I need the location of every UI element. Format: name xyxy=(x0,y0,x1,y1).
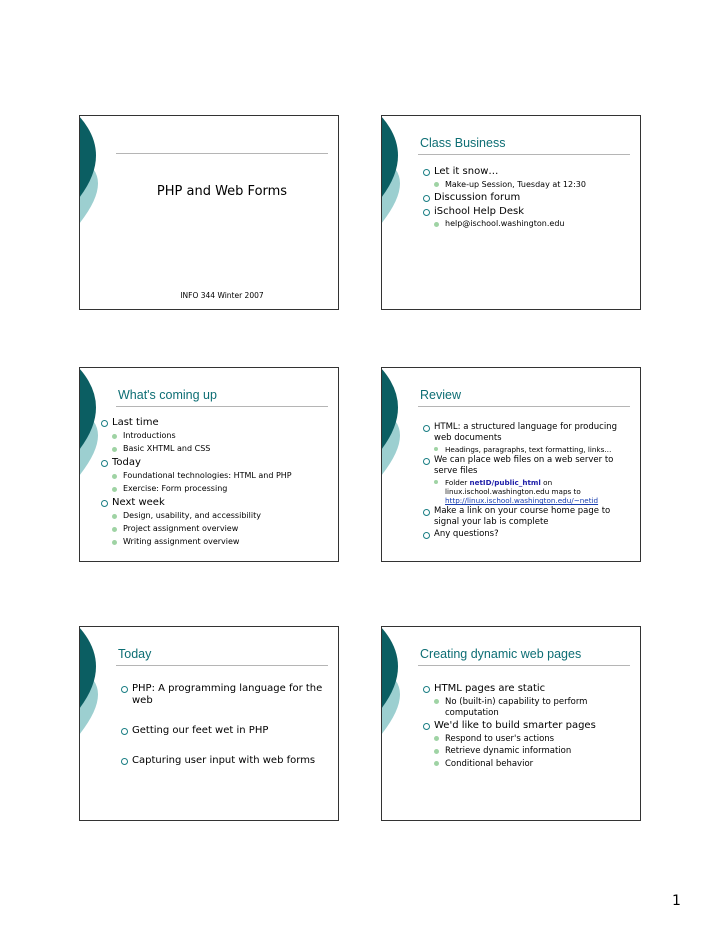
slide-title: PHP and Web Forms xyxy=(156,184,288,199)
sub-bullet: Foundational technologies: HTML and PHP xyxy=(112,471,330,481)
sub-bullet: No (built-in) capability to perform computation xyxy=(434,697,632,719)
slide-decoration xyxy=(381,627,421,747)
title-rule xyxy=(116,406,328,407)
sub-bullet: Writing assignment overview xyxy=(112,537,330,547)
slide-4 xyxy=(381,367,641,562)
sub-bullet: Design, usability, and accessibility xyxy=(112,511,330,521)
folder-path: netID/public_html xyxy=(469,478,541,487)
sub-bullet: Respond to user's actions xyxy=(434,734,632,745)
title-rule xyxy=(418,154,630,155)
sub-bullet: Project assignment overview xyxy=(112,524,330,534)
slide-decoration xyxy=(79,627,119,747)
sub-bullet xyxy=(434,478,632,505)
slide-title: What's coming up xyxy=(118,388,217,402)
sub-bullet: Retrieve dynamic information xyxy=(434,746,632,757)
bullet: We can place web files on a web server to serve files xyxy=(422,455,632,477)
bullet: Today xyxy=(100,457,330,469)
sub-bullet: Introductions xyxy=(112,431,330,441)
slide-3 xyxy=(79,367,339,562)
slide-1 xyxy=(79,115,339,310)
slide-title: Review xyxy=(420,388,461,402)
bullet: Discussion forum xyxy=(422,192,632,204)
folder-mapping: on linux.ischool.washington.edu maps to xyxy=(445,478,581,496)
folder-prefix: Folder xyxy=(445,478,470,487)
slide-2 xyxy=(381,115,641,310)
slide-decoration xyxy=(381,368,421,488)
bullet-list xyxy=(422,166,632,232)
slide-5 xyxy=(79,626,339,821)
slide-title: Class Business xyxy=(420,136,506,150)
bullet: Make a link on your course home page to signal your lab is complete xyxy=(422,506,632,528)
slide-6 xyxy=(381,626,641,821)
bullet-list xyxy=(422,422,632,541)
slide-title: Creating dynamic web pages xyxy=(420,647,582,661)
sub-bullet: Exercise: Form processing xyxy=(112,484,330,494)
bullet: Capturing user input with web forms xyxy=(120,755,330,767)
title-rule xyxy=(418,406,630,407)
slide-decoration xyxy=(79,116,119,236)
sub-bullet: Make-up Session, Tuesday at 12:30 xyxy=(434,180,632,190)
bullet-list xyxy=(422,683,632,771)
slide-title: Today xyxy=(118,647,152,661)
bullet: iSchool Help Desk xyxy=(422,206,632,218)
bullet-list xyxy=(120,683,330,769)
title-rule xyxy=(116,665,328,666)
sub-bullet: Headings, paragraphs, text formatting, links… xyxy=(434,445,632,454)
title-rule xyxy=(418,665,630,666)
sub-bullet: help@ischool.washington.edu xyxy=(434,219,632,229)
bullet: Let it snow… xyxy=(422,166,632,178)
slide-decoration xyxy=(381,116,421,236)
bullet-list xyxy=(100,417,330,550)
bullet: Last time xyxy=(100,417,330,429)
bullet: Any questions? xyxy=(422,529,632,540)
slide-footer: INFO 344 Winter 2007 xyxy=(180,291,264,300)
bullet: Next week xyxy=(100,497,330,509)
netid-link[interactable]: http://linux.ischool.washington.edu/~netid xyxy=(445,496,599,505)
bullet: We'd like to build smarter pages xyxy=(422,720,632,732)
sub-bullet: Basic XHTML and CSS xyxy=(112,444,330,454)
bullet: PHP: A programming language for the web xyxy=(120,683,330,707)
bullet: HTML pages are static xyxy=(422,683,632,695)
bullet: HTML: a structured language for producing web documents xyxy=(422,422,632,444)
title-rule xyxy=(116,153,328,154)
sub-bullet: Conditional behavior xyxy=(434,759,632,770)
page-number: 1 xyxy=(672,893,681,909)
bullet: Getting our feet wet in PHP xyxy=(120,725,330,737)
